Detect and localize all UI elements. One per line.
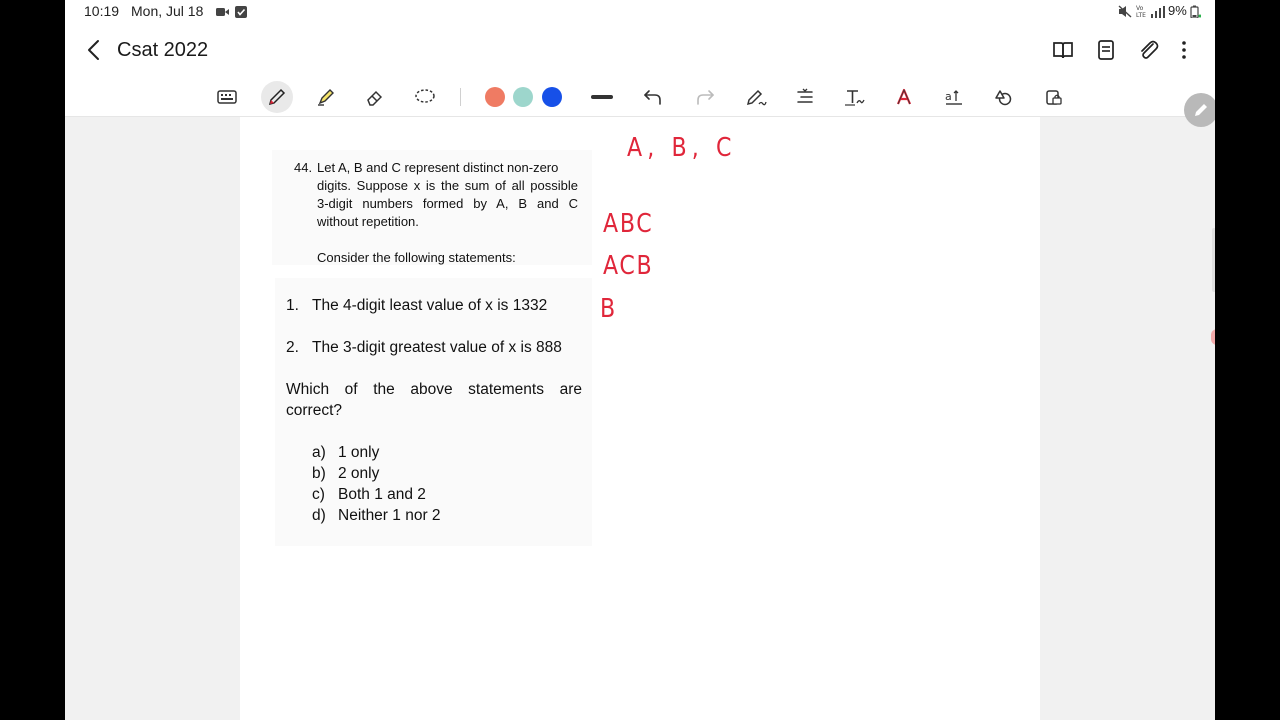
option-d-text: Neither 1 nor 2 xyxy=(338,507,441,524)
redo-icon[interactable] xyxy=(690,83,720,111)
edge-panel-handle[interactable] xyxy=(1211,329,1215,345)
option-a-label: a) xyxy=(312,444,326,461)
highlighter-icon[interactable] xyxy=(311,83,341,111)
handwritten-letters: A, B, C xyxy=(627,133,737,163)
consider-line: Consider the following statements: xyxy=(317,250,516,265)
note-page[interactable] xyxy=(240,117,1040,720)
handwritten-acb: ACB xyxy=(603,251,654,281)
back-button[interactable] xyxy=(83,37,107,63)
svg-text:Vo: Vo xyxy=(1136,5,1144,12)
pen-icon[interactable] xyxy=(261,81,293,113)
format-icon[interactable] xyxy=(790,83,820,111)
keyboard-icon[interactable] xyxy=(212,83,242,111)
app-window xyxy=(65,0,1215,720)
lasso-icon[interactable] xyxy=(410,83,440,111)
battery-percent: 9% xyxy=(1168,3,1187,18)
shapes-icon[interactable] xyxy=(988,83,1018,111)
toolbar-divider xyxy=(460,88,461,106)
handwritten-b: B xyxy=(600,294,617,324)
scrollbar[interactable] xyxy=(1212,228,1215,292)
mute-icon xyxy=(1118,5,1132,23)
statement-1-text: The 4-digit least value of x is 1332 xyxy=(312,297,548,314)
status-date: Mon, Jul 18 xyxy=(131,3,204,19)
prompt-line-1: Which of the above statements are xyxy=(286,381,582,398)
drawing-toolbar xyxy=(65,77,1215,117)
svg-text:a: a xyxy=(945,90,952,103)
question-line-3: 3-digit numbers formed by A, B and C xyxy=(317,196,578,211)
page-view-icon[interactable] xyxy=(1093,37,1119,63)
video-recording-icon xyxy=(216,5,229,23)
option-a-text: 1 only xyxy=(338,444,380,461)
spell-icon[interactable] xyxy=(939,83,969,111)
note-title: Csat 2022 xyxy=(117,39,209,61)
option-b-label: b) xyxy=(312,465,326,482)
title-bar xyxy=(65,24,1215,77)
signal-icon xyxy=(1151,5,1165,23)
battery-icon xyxy=(1189,5,1201,23)
lock-icon[interactable] xyxy=(1038,83,1068,111)
status-bar xyxy=(65,0,1215,24)
attach-icon[interactable] xyxy=(1135,37,1161,63)
line-width-icon[interactable] xyxy=(587,83,617,111)
option-c-text: Both 1 and 2 xyxy=(338,486,426,503)
floating-edit-button[interactable] xyxy=(1184,93,1215,127)
status-time: 10:19 xyxy=(84,3,120,19)
question-number: 44. xyxy=(294,160,313,175)
more-options-icon[interactable] xyxy=(1171,37,1197,63)
option-b-text: 2 only xyxy=(338,465,380,482)
statement-1-number: 1. xyxy=(286,297,299,314)
book-view-icon[interactable] xyxy=(1050,37,1076,63)
pen-to-text-icon[interactable] xyxy=(741,83,771,111)
text-box-icon[interactable] xyxy=(839,83,869,111)
option-c-label: c) xyxy=(312,486,325,503)
volte-icon xyxy=(1136,4,1148,23)
text-style-icon[interactable] xyxy=(889,83,919,111)
statement-2-text: The 3-digit greatest value of x is 888 xyxy=(312,339,562,356)
question-line-1: Let A, B and C represent distinct non-zero xyxy=(317,160,559,175)
handwritten-abc: ABC xyxy=(603,209,654,239)
option-d-label: d) xyxy=(312,507,326,524)
prompt-line-2: correct? xyxy=(286,402,342,419)
color-swatch-mint[interactable] xyxy=(513,87,533,107)
question-line-4: without repetition. xyxy=(317,214,419,229)
question-line-2: digits. Suppose x is the sum of all possible xyxy=(317,178,578,193)
undo-icon[interactable] xyxy=(638,83,668,111)
eraser-icon[interactable] xyxy=(360,83,390,111)
color-swatch-blue[interactable] xyxy=(542,87,562,107)
checkbox-notification-icon xyxy=(235,5,247,23)
statement-2-number: 2. xyxy=(286,339,299,356)
color-swatch-coral[interactable] xyxy=(485,87,505,107)
svg-text:LTE: LTE xyxy=(1136,12,1146,18)
